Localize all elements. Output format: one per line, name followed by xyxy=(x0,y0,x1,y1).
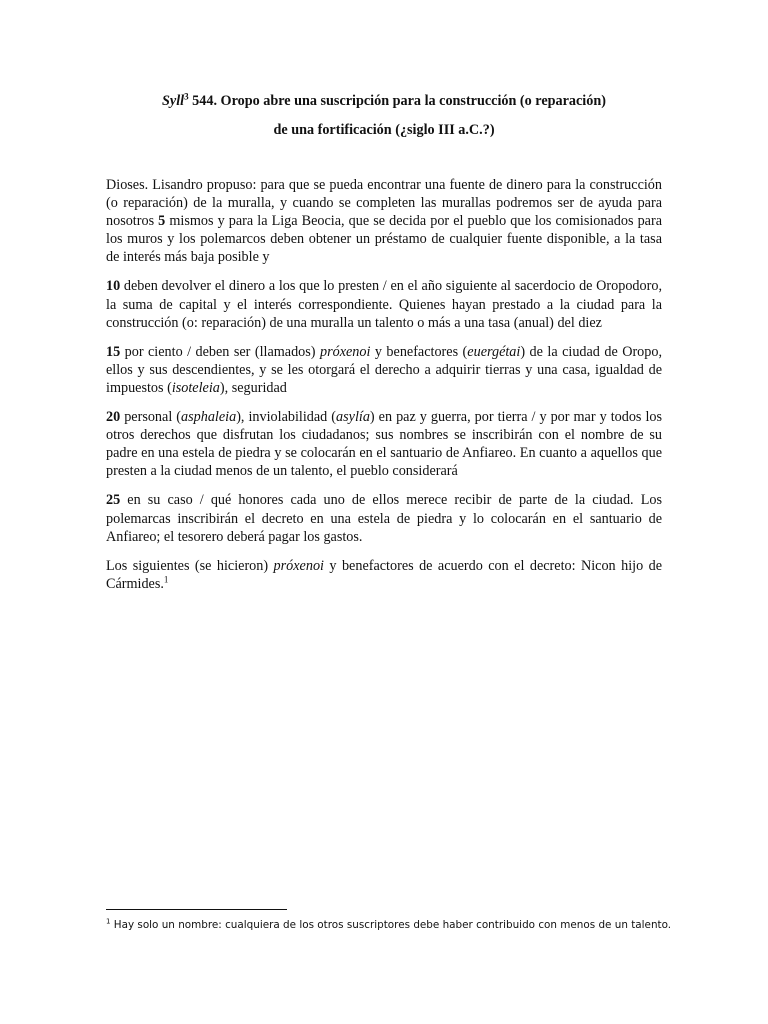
document-title-line-2: de una fortificación (¿siglo III a.C.?) xyxy=(273,122,495,138)
line-number: 25 xyxy=(106,492,121,509)
italic-term: euergétai xyxy=(467,343,521,360)
footnote-text: Hay solo un nombre: cualquiera de los otros suscriptores debe haber contribuido con menos de un talento. xyxy=(110,919,672,931)
paragraph-text: por ciento / deben ser (llamados) xyxy=(120,343,320,360)
footnote-separator xyxy=(106,909,287,910)
line-number: 20 xyxy=(106,409,121,426)
body-paragraph xyxy=(106,557,662,593)
paragraph-text: Los siguientes (se hicieron) xyxy=(106,557,274,574)
italic-term: asphaleia xyxy=(181,409,237,426)
title-siglum: Syll xyxy=(162,93,185,109)
paragraph-text: ) en paz y guerra, por tierra / y por mar y todos los otros derechos que disfrutan los ciudadanos; sus nombres se inscribirán con el nombre de su padre en una estela de piedra y se colocarán en el santuario de Anfiareo. En cuanto a aquellos que presten a la ciudad menos de un talento, el pueblo considerará xyxy=(106,409,663,480)
body-paragraph xyxy=(106,491,662,545)
paragraph-text: mismos y para la Liga Beocia, que se decida por el pueblo que los comisionados para los muros y los polemarcos deben obtener un préstamo de cualquier fuente disponible, a la tasa de interés más baja posible y xyxy=(106,213,662,266)
line-number: 15 xyxy=(106,343,121,360)
document-body xyxy=(106,176,662,604)
body-paragraph xyxy=(106,176,662,266)
body-paragraph xyxy=(106,277,662,331)
footnote-marker: 1 xyxy=(106,917,111,926)
paragraph-text: Dioses. Lisandro propuso: para que se pueda encontrar una fuente de dinero para la construcción (o reparación) de la muralla, y cuando se completen las murallas podremos ser de ayuda para nosotros xyxy=(106,177,662,230)
footnote-reference: 1 xyxy=(163,574,169,585)
paragraph-text: personal ( xyxy=(120,409,182,426)
body-paragraph xyxy=(106,343,662,397)
paragraph-text: deben devolver el dinero a los que lo presten / en el año siguiente al sacerdocio de Oropodoro, la suma de capital y el interés correspondiente. Quienes hayan prestado a la ciudad para la construcción (o: reparación) de una muralla un talento o más a una tasa (anual) del diez xyxy=(106,278,662,331)
paragraph-text: ) de la ciudad de Oropo, ellos y sus descendientes, y se les otorgará el derecho a adquirir tierras y una casa, igualdad de impuestos ( xyxy=(106,343,662,396)
italic-term: asylía xyxy=(336,409,370,426)
document-title-line-1 xyxy=(100,92,668,110)
italic-term: próxenoi xyxy=(273,557,324,574)
line-number: 5 xyxy=(158,213,166,230)
title-siglum-edition: 3 xyxy=(184,91,189,102)
paragraph-text: ), inviolabilidad ( xyxy=(236,409,337,426)
italic-term: isoteleia xyxy=(171,379,220,396)
paragraph-text: y benefactores ( xyxy=(370,343,468,360)
line-number: 10 xyxy=(106,278,121,295)
italic-term: próxenoi xyxy=(319,343,371,360)
title-text: 544. Oropo abre una suscripción para la construcción (o reparación) xyxy=(188,93,606,109)
paragraph-text: ), seguridad xyxy=(219,379,287,396)
body-paragraph xyxy=(106,408,662,480)
paragraph-text: y benefactores de acuerdo con el decreto: Nicon hijo de Cármides. xyxy=(106,557,662,592)
footnote xyxy=(106,918,696,932)
paragraph-text: en su caso / qué honores cada uno de ellos merece recibir de parte de la ciudad. Los polemarcas inscribirán el decreto en una estela de piedra y lo colocarán en el santuario de Anfiareo; el tesorero deberá pagar los gastos. xyxy=(106,492,662,545)
